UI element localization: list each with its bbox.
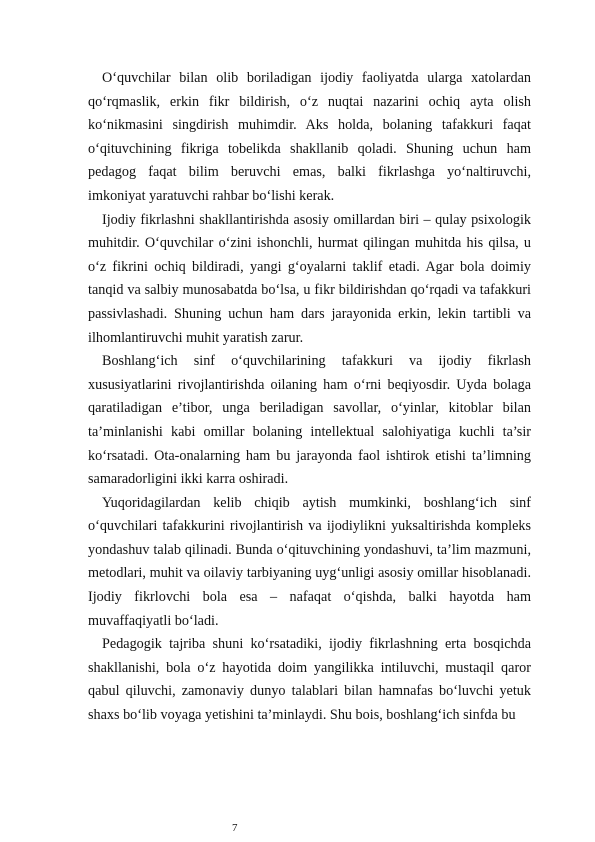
- paragraph-4: Yuqoridagilardan kelib chiqib aytish mumkinki, boshlang‘ich sinf o‘quvchilari tafakkurini rivojlantirish va ijodiylikni yuksaltirishda kompleks yondashuv talab qilinadi. Bunda o‘qituvchining yondashuvi, ta’lim mazmuni, metodlari, muhit va oilaviy tarbiyaning uyg‘unligi asosiy omillar hisoblanadi. Ijodiy fikrlovchi bola esa – nafaqat o‘qishda, balki hayotda ham muvaffaqiyatli bo‘ladi.: [88, 494, 531, 629]
- paragraph-3: Boshlang‘ich sinf o‘quvchilarining tafakkuri va ijodiy fikrlash xususiyatlarini rivojlantirishda oilaning ham o‘rni beqiyosdir. Uyda bolaga qaratiladigan e’tibor, unga beriladigan savollar, o‘yinlar, kitoblar bilan ta’minlanishi kabi omillar bolaning intellektual salohiyatiga kuchli ta’sir ko‘rsatadi. Ota-onalarning ham bu jarayonda faol ishtirok etishi ta’limning samaradorligini ikki karra oshiradi.: [88, 353, 531, 488]
- paragraph-2: Ijodiy fikrlashni shakllantirishda asosiy omillardan biri – qulay psixologik muhitdir. O‘quvchilar o‘zini ishonchli, hurmat qilingan muhitda his qilsa, u o‘z fikrini ochiq bildiradi, yangi g‘oyalarni taklif etadi. Agar bola doimiy tanqid va salbiy munosabatda bo‘lsa, u fikr bildirishdan qo‘rqadi va tafakkuri passivlashadi. Shuning uchun ham dars jarayonida erkin, lekin tartibli va ilhomlantiruvchi muhit yaratish zarur.: [88, 211, 531, 346]
- paragraph-1: O‘quvchilar bilan olib boriladigan ijodiy faoliyatda ularga xatolardan qo‘rqmaslik, erkin fikr bildirish, o‘z nuqtai nazarini ochiq ayta olish ko‘nikmasini singdirish muhimdir. Aks holda, bolaning tafakkuri faqat o‘qituvchining fikriga tobelikda shakllanib qoladi. Shuning uchun ham pedagog faqat bilim beruvchi emas, balki fikrlashga yo‘naltiruvchi, imkoniyat yaratuvchi rahbar bo‘lishi kerak.: [88, 70, 531, 204]
- body-text: [88, 67, 531, 728]
- paragraph-5: Pedagogik tajriba shuni ko‘rsatadiki, ijodiy fikrlashning erta bosqichda shakllanishi, bola o‘z hayotida doim yangilikka intiluvchi, mustaqil qaror qabul qiluvchi, zamonaviy dunyo talablari bilan hamnafas bo‘luvchi yetuk shaxs bo‘lib voyaga yetishini ta’minlaydi. Shu bois, boshlang‘ich sinfda bu: [88, 636, 531, 724]
- page-number: 7: [232, 822, 238, 834]
